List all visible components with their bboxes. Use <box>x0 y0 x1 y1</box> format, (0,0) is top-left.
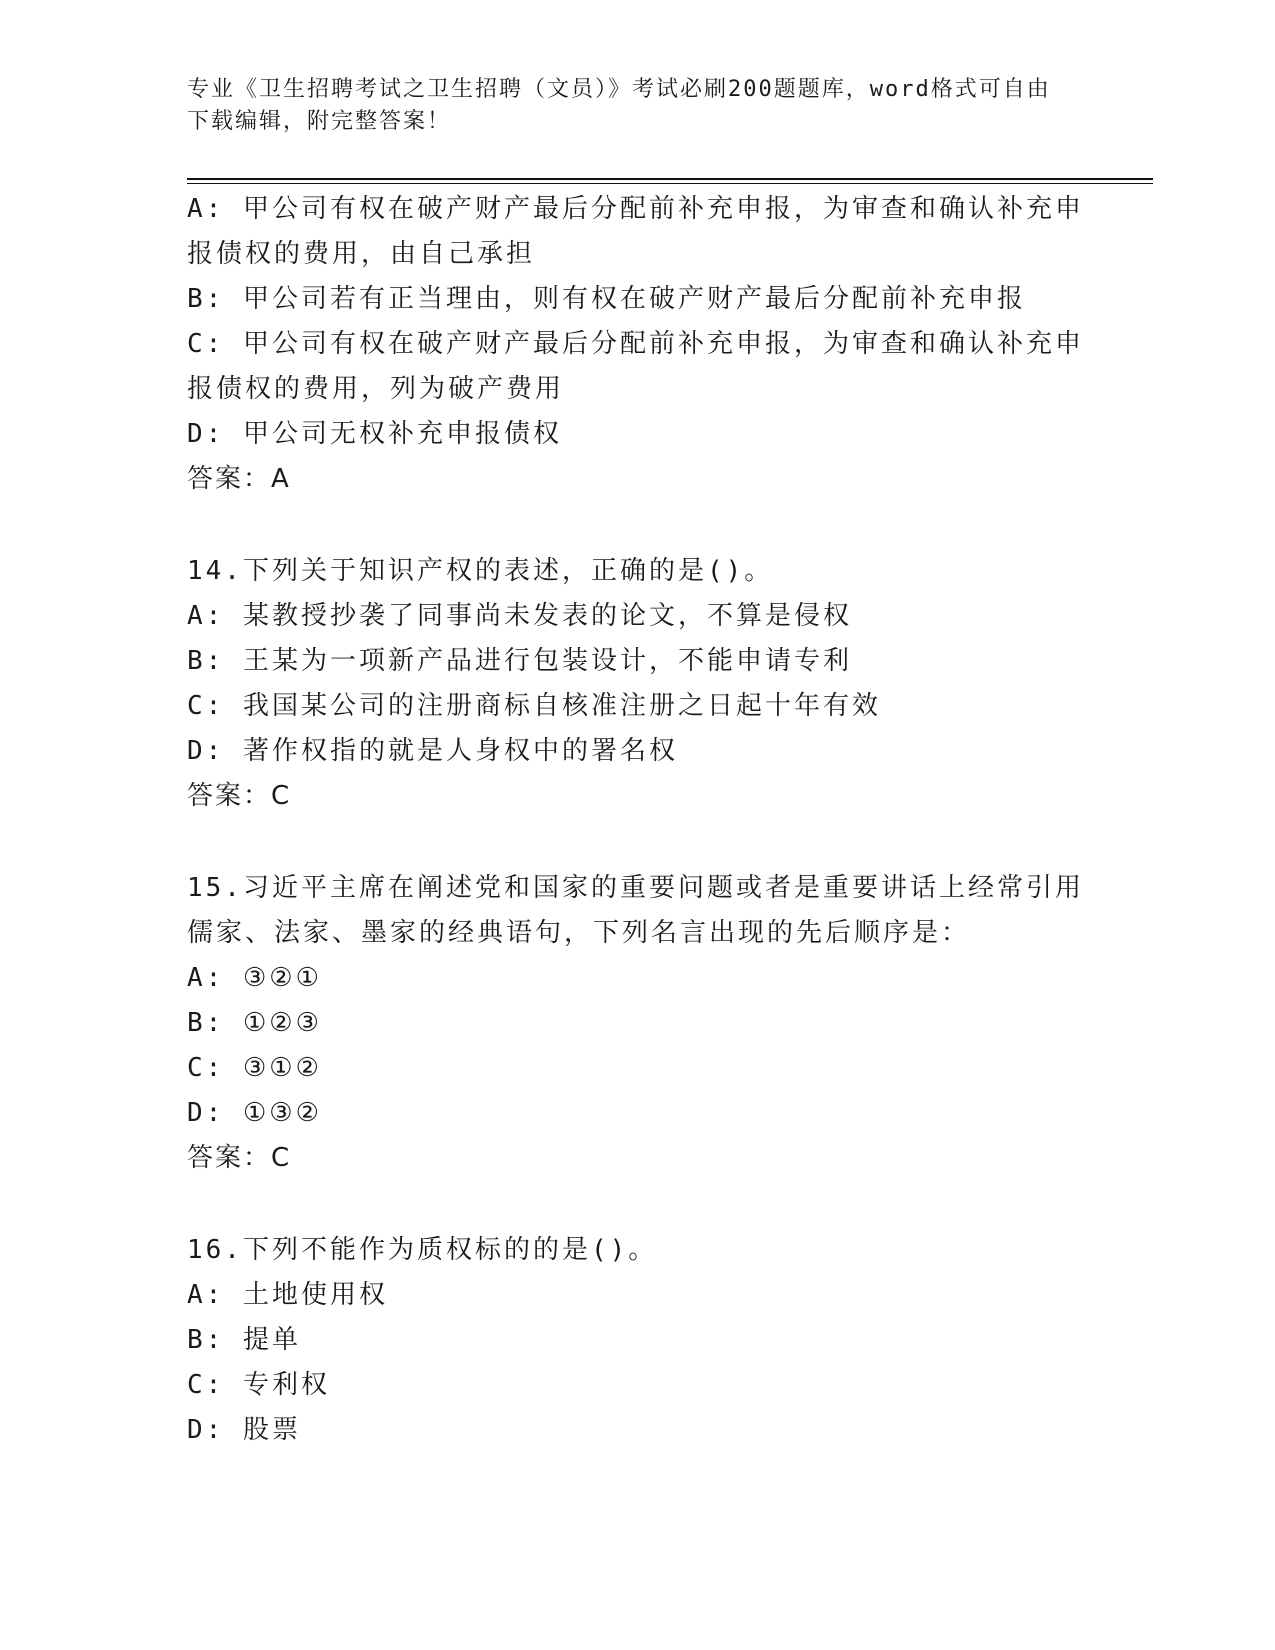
option-label: A: <box>187 963 225 993</box>
option-label: B: <box>187 284 225 314</box>
option-text: 著作权指的就是人身权中的署名权 <box>242 736 678 766</box>
option-label: D: <box>187 419 225 449</box>
answer-14: 答案：C <box>187 781 292 811</box>
option-label: D: <box>187 1098 225 1128</box>
question-16 <box>187 1228 1087 1453</box>
option-text: ①②③ <box>242 1008 322 1038</box>
option-text: 股票 <box>242 1415 301 1445</box>
option-d <box>187 1408 1087 1453</box>
option-text: 甲公司有权在破产财产最后分配前补充申报，为审查和确认补充申报债权的费用，列为破产费用 <box>187 329 1084 404</box>
option-text: ③②① <box>242 963 322 993</box>
option-d <box>187 412 1087 457</box>
option-text: 甲公司有权在破产财产最后分配前补充申报，为审查和确认补充申报债权的费用，由自己承担 <box>187 194 1084 269</box>
question-text: 14.下列关于知识产权的表述，正确的是()。 <box>187 556 774 586</box>
option-label: A: <box>187 194 225 224</box>
option-a <box>187 956 1087 1001</box>
option-b <box>187 277 1087 322</box>
option-text: 王某为一项新产品进行包装设计，不能申请专利 <box>242 646 852 676</box>
document-header: 专业《卫生招聘考试之卫生招聘（文员）》考试必刷200题题库，word格式可自由下载编辑，附完整答案！ <box>187 77 1051 134</box>
option-label: B: <box>187 646 225 676</box>
option-a <box>187 187 1087 277</box>
option-text: ①③② <box>242 1098 322 1128</box>
header-divider-thick <box>187 178 1153 180</box>
option-text: 我国某公司的注册商标自核准注册之日起十年有效 <box>242 691 881 721</box>
option-label: B: <box>187 1325 225 1355</box>
option-label: C: <box>187 1370 225 1400</box>
option-label: A: <box>187 1280 225 1310</box>
question-content <box>187 187 1087 1453</box>
option-b <box>187 1001 1087 1046</box>
option-text: 专利权 <box>242 1370 330 1400</box>
option-c <box>187 322 1087 412</box>
option-text: 甲公司无权补充申报债权 <box>242 419 562 449</box>
question-text: 15.习近平主席在阐述党和国家的重要问题或者是重要讲话上经常引用儒家、法家、墨家的经典语句，下列名言出现的先后顺序是： <box>187 873 1084 948</box>
option-a <box>187 1273 1087 1318</box>
option-d <box>187 1091 1087 1136</box>
option-a <box>187 594 1087 639</box>
question-14 <box>187 549 1087 819</box>
option-label: C: <box>187 1053 225 1083</box>
option-label: B: <box>187 1008 225 1038</box>
option-label: D: <box>187 1415 225 1445</box>
option-text: 提单 <box>242 1325 301 1355</box>
option-text: 土地使用权 <box>242 1280 388 1310</box>
option-c <box>187 1363 1087 1408</box>
option-c <box>187 684 1087 729</box>
option-text: ③①② <box>242 1053 322 1083</box>
question-15 <box>187 866 1087 1181</box>
question-13-options <box>187 187 1087 502</box>
option-d <box>187 729 1087 774</box>
option-text: 某教授抄袭了同事尚未发表的论文，不算是侵权 <box>242 601 852 631</box>
option-label: C: <box>187 329 225 359</box>
option-label: C: <box>187 691 225 721</box>
option-label: A: <box>187 601 225 631</box>
question-text: 16.下列不能作为质权标的的是()。 <box>187 1235 658 1265</box>
header-divider-thin <box>187 183 1153 184</box>
option-b <box>187 639 1087 684</box>
answer-13: 答案：A <box>187 464 291 494</box>
option-b <box>187 1318 1087 1363</box>
answer-15: 答案：C <box>187 1143 292 1173</box>
option-c <box>187 1046 1087 1091</box>
option-label: D: <box>187 736 225 766</box>
option-text: 甲公司若有正当理由，则有权在破产财产最后分配前补充申报 <box>242 284 1026 314</box>
